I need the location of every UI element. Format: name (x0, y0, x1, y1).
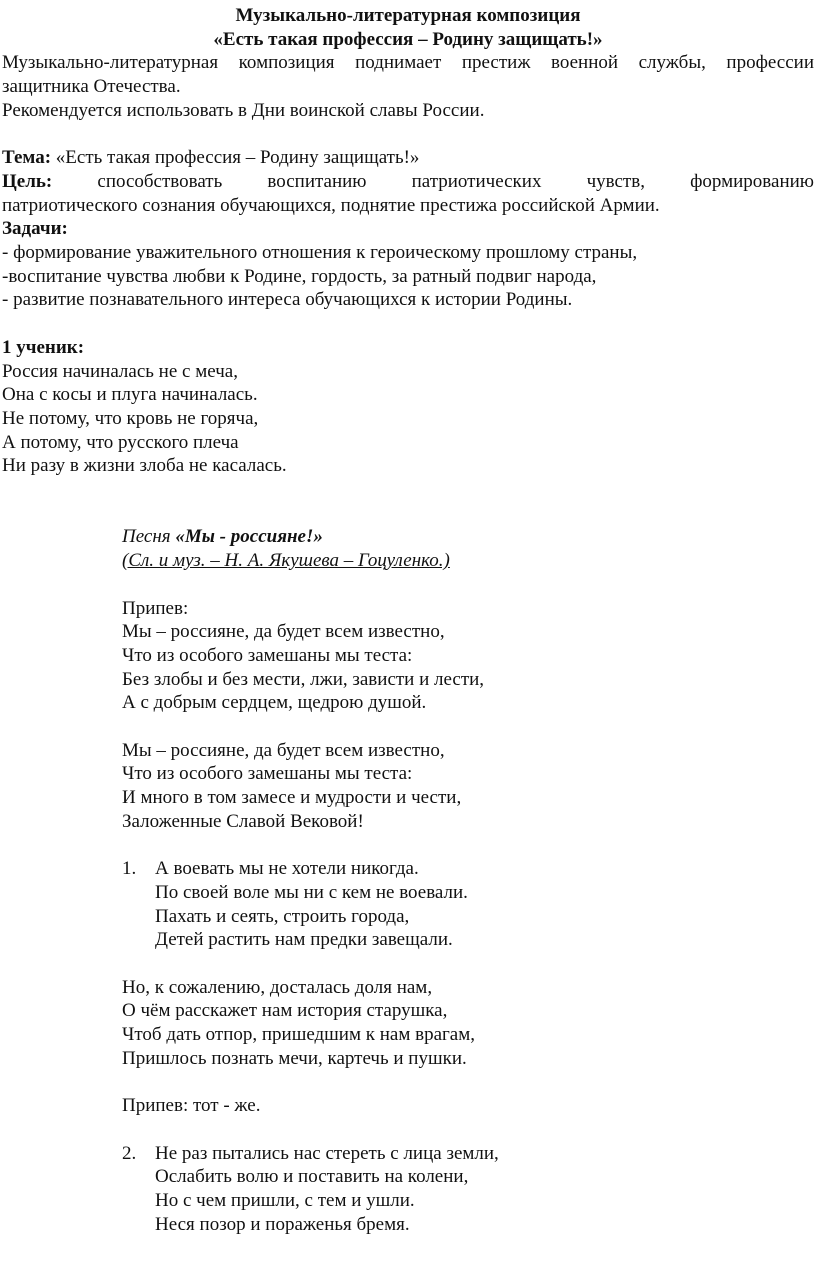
spacer (122, 834, 816, 858)
song-title (122, 525, 816, 549)
spacer (0, 502, 816, 526)
song-line: А воевать мы не хотели никогда. (155, 858, 419, 880)
verse-number: 2. (122, 1142, 137, 1164)
spacer (122, 715, 816, 739)
tasks-heading (0, 217, 816, 241)
song-line: Но, к сожалению, досталась доля нам, (122, 976, 433, 998)
chorus-label: Припев: (122, 597, 189, 619)
poem-line: Россия начиналась не с меча, (2, 360, 238, 382)
document-page (0, 4, 816, 1236)
goal-text: способствовать воспитанию патриотических чувств, формированию (52, 170, 814, 192)
task-item: -воспитание чувства любви к Родине, гордость, за ратный подвиг народа, (2, 265, 597, 287)
theme-line (0, 146, 816, 170)
song-line: И много в том замесе и мудрости и чести, (122, 787, 462, 809)
song-line: Заложенные Славой Вековой! (122, 810, 364, 832)
song-line: О чём расскажет нам история старушка, (122, 1000, 448, 1022)
poem-line: А потому, что русского плеча (2, 431, 239, 453)
song-line: Чтоб дать отпор, пришедшим к нам врагам, (122, 1024, 476, 1046)
verse-lines (155, 857, 816, 952)
song-line: Неся позор и пораженья бремя. (155, 1213, 410, 1235)
intro-paragraph-line1: Музыкально-литературная композиция поднимает престиж военной службы, профессии (2, 52, 814, 74)
verse-2 (122, 1142, 816, 1237)
spacer (122, 573, 816, 597)
poem-line: Ни разу в жизни злоба не касалась. (2, 455, 287, 477)
spacer (122, 1071, 816, 1095)
spacer (0, 478, 816, 502)
goal-label: Цель: (2, 170, 53, 192)
tasks-label: Задачи: (2, 218, 68, 240)
song-prefix: Песня (122, 526, 176, 548)
doc-title-line2: «Есть такая профессия – Родину защищать!» (213, 28, 603, 50)
spacer (122, 952, 816, 976)
song-line: А с добрым сердцем, щедрою душой. (122, 692, 427, 714)
intro-paragraph-line2: защитника Отечества. (2, 76, 181, 98)
song-line: Без злобы и без мести, лжи, зависти и лести, (122, 668, 485, 690)
goal-line1 (0, 170, 816, 194)
chorus-repeat: Припев: тот - же. (122, 1095, 261, 1117)
song-line: Но с чем пришли, с тем и ушли. (155, 1190, 415, 1211)
song-line: Что из особого замешаны мы теста: (122, 763, 413, 785)
intro-recommendation: Рекомендуется использовать в Дни воинской славы России. (2, 99, 485, 121)
verse-1 (122, 857, 816, 952)
verse-lines (155, 1142, 816, 1237)
song-line: Мы – россияне, да будет всем известно, (122, 739, 445, 761)
song-line: Детей растить нам предки завещали. (155, 929, 453, 951)
song-credit: (Сл. и муз. – Н. А. Якушева – Гоцуленко.) (122, 550, 450, 572)
song-line: Мы – россияне, да будет всем известно, (122, 621, 445, 643)
task-item: - формирование уважительного отношения к героическому прошлому страны, (2, 242, 638, 264)
song-line: Не раз пытались нас стереть с лица земли, (155, 1142, 499, 1164)
student1-label: 1 ученик: (2, 336, 85, 358)
spacer (0, 123, 816, 147)
doc-title-line1: Музыкально-литературная композиция (235, 5, 581, 26)
spacer (122, 1118, 816, 1142)
song-line: Ослабить волю и поставить на колени, (155, 1166, 469, 1188)
theme-label: Тема: (2, 147, 52, 169)
spacer (0, 312, 816, 336)
goal-line2: патриотического сознания обучающихся, поднятие престижа российской Армии. (2, 194, 660, 216)
song-line: Пришлось познать мечи, картечь и пушки. (122, 1047, 467, 1069)
song-line: Пахать и сеять, строить города, (155, 905, 410, 927)
theme-text: «Есть такая профессия – Родину защищать!» (51, 147, 420, 169)
poem-line: Она с косы и плуга начиналась. (2, 384, 258, 406)
task-item: - развитие познавательного интереса обучающихся к истории Родины. (2, 289, 573, 311)
song-name: «Мы - россияне!» (175, 526, 323, 548)
song-section (122, 525, 816, 1236)
song-line: По своей воле мы ни с кем не воевали. (155, 881, 468, 903)
song-line: Что из особого замешаны мы теста: (122, 644, 413, 666)
poem-line: Не потому, что кровь не горяча, (2, 407, 259, 429)
verse-number: 1. (122, 858, 137, 880)
student1-heading (0, 336, 816, 360)
